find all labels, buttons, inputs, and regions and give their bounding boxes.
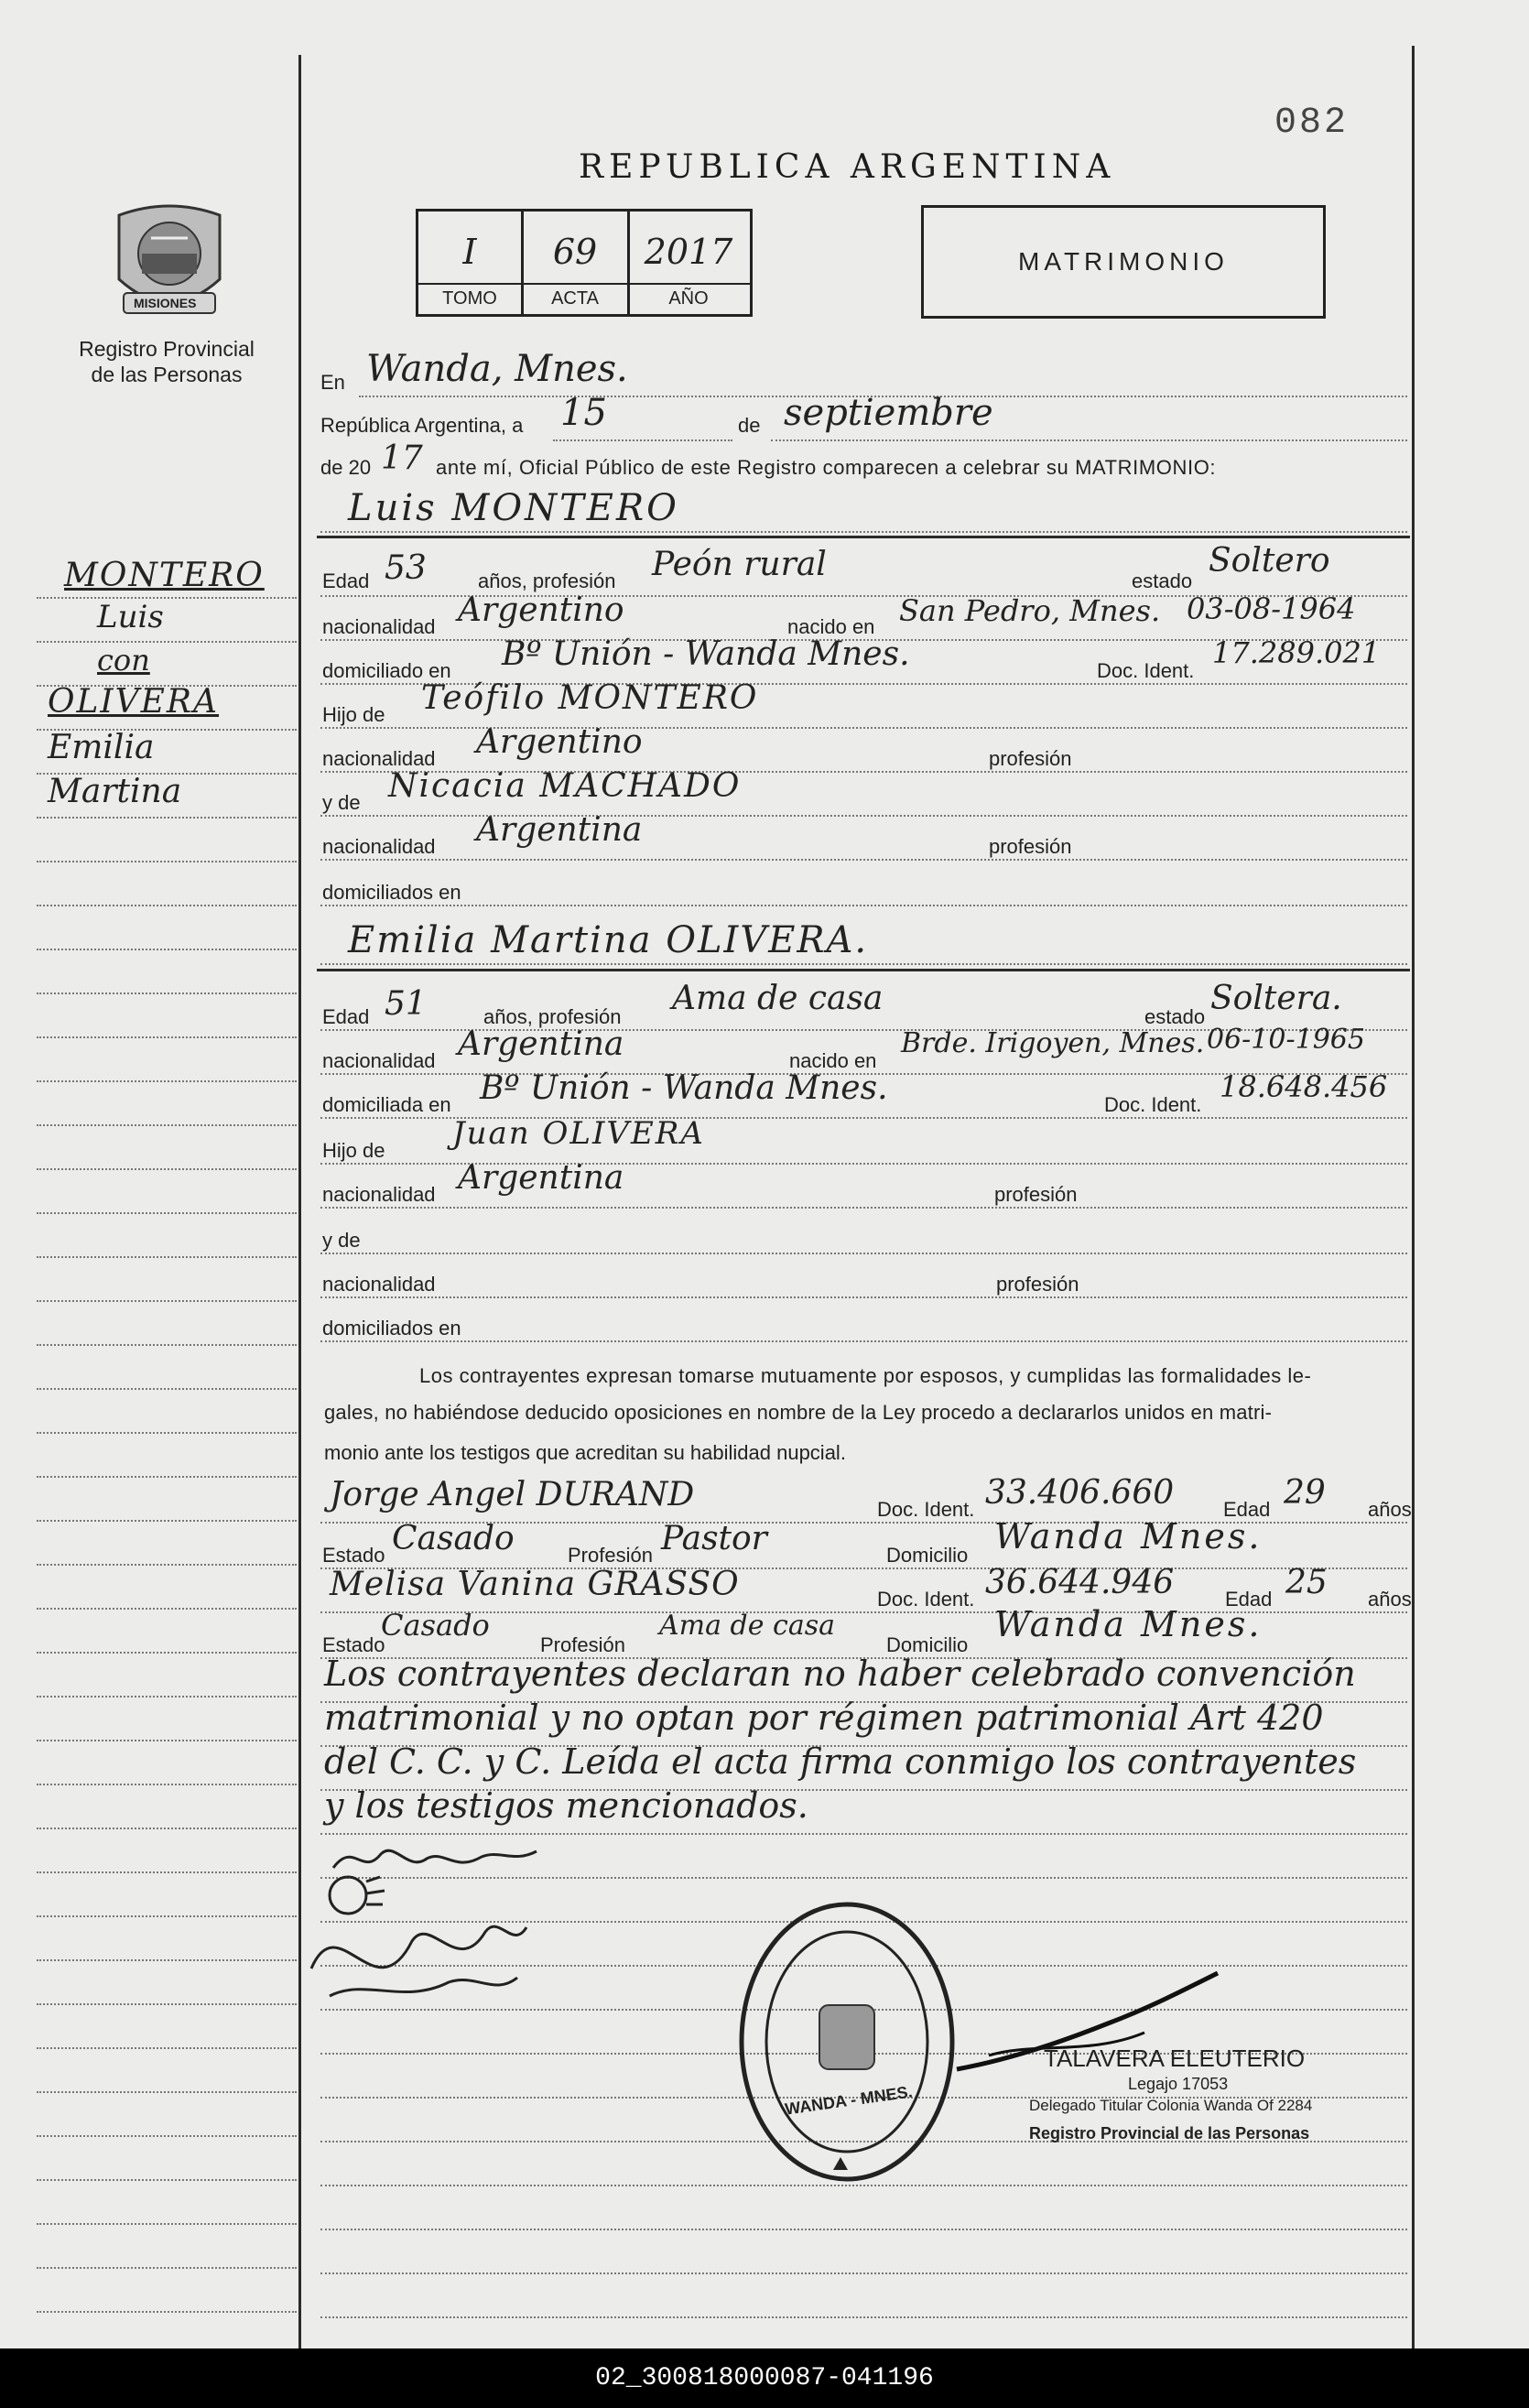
bride-doc-label: Doc. Ident. [1104, 1093, 1202, 1116]
witness1-name: Jorge Angel DURAND [330, 1476, 695, 1513]
witness2-estado-label: Estado [322, 1633, 385, 1656]
seal-bottom-text: WANDA - MNES. [784, 2082, 914, 2119]
bride-yde-label: y de [322, 1229, 361, 1252]
anio-label: AÑO [668, 288, 709, 309]
crest-caption: MISIONES [134, 296, 197, 310]
en-label: En [320, 371, 345, 394]
notes-line2: matrimonial y no optan por régimen patrimonial Art 420 [324, 1698, 1324, 1738]
groom-estado: Soltero [1209, 542, 1330, 580]
bride-domiciliados-label: domiciliados en [322, 1317, 461, 1340]
de-label: de [738, 414, 761, 437]
bride-nac-label: nacionalidad [322, 1049, 436, 1072]
witness1-dom-label: Domicilio [886, 1544, 969, 1567]
groom-domicilio: Bº Unión - Wanda Mnes. [502, 635, 910, 673]
right-page-border [1412, 46, 1415, 2348]
groom-prof-label: años, profesión [478, 569, 616, 592]
bride-madre-nac-label: nacionalidad [322, 1273, 436, 1296]
bride-nacido: Brde. Irigoyen, Mnes. [901, 1027, 1205, 1059]
groom-name: Luis MONTERO [348, 487, 679, 529]
witness1-edad-label: Edad [1223, 1498, 1271, 1521]
groom-nacido-label: nacido en [787, 615, 875, 638]
witness1-estado: Casado [392, 1520, 515, 1557]
witness2-anos-label: años [1368, 1588, 1412, 1611]
bride-estado: Soltera. [1210, 980, 1342, 1017]
groom-hijo-label: Hijo de [322, 703, 385, 726]
notes-line1: Los contrayentes declaran no haber celebrado convención [324, 1654, 1356, 1694]
declaration-line3: monio ante los testigos que acreditan su habilidad nupcial. [324, 1441, 846, 1464]
office-name-line1: Registro Provincial [79, 337, 255, 361]
anio-value: 2017 [644, 232, 733, 272]
groom-edad: 53 [385, 549, 427, 587]
margin-line-1: MONTERO [64, 557, 265, 594]
acta-label: ACTA [551, 288, 599, 309]
registry-seal-icon [732, 1895, 961, 2188]
groom-padre-nac: Argentino [476, 723, 643, 761]
groom-profesion: Peón rural [652, 546, 827, 583]
bride-padre-nac-label: nacionalidad [322, 1183, 436, 1206]
groom-fecha-nac: 03-08-1964 [1187, 591, 1356, 626]
record-type-box: MATRIMONIO [921, 205, 1326, 319]
groom-nacido: San Pedro, Mnes. [899, 593, 1161, 628]
groom-doc-label: Doc. Ident. [1097, 659, 1195, 682]
witness1-profesion: Pastor [661, 1520, 767, 1557]
witness1-doc: 33.406.660 [985, 1474, 1175, 1512]
witness1-edad: 29 [1284, 1474, 1326, 1512]
bride-nacido-label: nacido en [789, 1049, 877, 1072]
witness1-doc-label: Doc. Ident. [877, 1498, 975, 1521]
margin-line-5: Emilia [48, 729, 155, 766]
sheet-number: 082 [1274, 103, 1350, 144]
witness2-doc: 36.644.946 [985, 1564, 1175, 1601]
day-value: 15 [560, 392, 607, 434]
bride-madre-prof-label: profesión [996, 1273, 1079, 1296]
groom-padre-prof-label: profesión [989, 747, 1072, 770]
bride-domicilio: Bº Unión - Wanda Mnes. [480, 1069, 888, 1107]
witness2-name: Melisa Vanina GRASSO [330, 1566, 740, 1603]
republica-label: República Argentina, a [320, 414, 524, 437]
bride-nacionalidad: Argentina [458, 1025, 624, 1063]
officer-name: TALAVERA ELEUTERIO [1044, 2045, 1306, 2072]
groom-doc: 17.289.021 [1212, 635, 1381, 670]
notes-line4: y los testigos mencionados. [324, 1785, 808, 1826]
officer-legajo: Legajo 17053 [1128, 2075, 1229, 2093]
groom-nac-label: nacionalidad [322, 615, 436, 638]
margin-line-4: OLIVERA [48, 683, 220, 721]
witness2-doc-label: Doc. Ident. [877, 1588, 975, 1611]
margin-line-3: con [97, 643, 150, 678]
bride-padre-nac: Argentina [458, 1159, 624, 1197]
groom-yde-label: y de [322, 791, 361, 814]
witness2-domicilio: Wanda Mnes. [994, 1604, 1263, 1644]
witness1-estado-label: Estado [322, 1544, 385, 1567]
country-title: REPUBLICA ARGENTINA [579, 148, 1116, 186]
groom-dom-label: domiciliado en [322, 659, 451, 682]
place-value: Wanda, Mnes. [366, 348, 628, 390]
tomo-label: TOMO [442, 288, 497, 309]
groom-domiciliados-label: domiciliados en [322, 881, 461, 904]
bride-edad: 51 [385, 985, 427, 1023]
witness2-profesion: Ama de casa [659, 1610, 835, 1642]
year-prefix: de 20 [320, 456, 372, 479]
groom-section-divider [317, 536, 1410, 538]
groom-padre-nac-label: nacionalidad [322, 747, 436, 770]
scan-file-id: 02_300818000087-041196 [0, 2348, 1529, 2408]
groom-madre: Nicacia MACHADO [388, 767, 742, 805]
bride-estado-label: estado [1144, 1005, 1206, 1028]
witness1-anos-label: años [1368, 1498, 1412, 1521]
registry-box [416, 209, 753, 317]
bride-padre: Juan OLIVERA [452, 1115, 705, 1152]
bride-name: Emilia Martina OLIVERA. [348, 919, 869, 961]
witness2-edad: 25 [1285, 1564, 1328, 1601]
witness2-estado: Casado [381, 1608, 490, 1643]
declaration-line1: Los contrayentes expresan tomarse mutuamente por esposos, y cumplidas las formalidades le- [419, 1364, 1312, 1387]
bride-prof-label: años, profesión [483, 1005, 622, 1028]
margin-line-2: Luis [97, 599, 164, 635]
witness1-domicilio: Wanda Mnes. [994, 1516, 1263, 1557]
bride-hijo-label: Hijo de [322, 1139, 385, 1162]
margin-line-6: Martina [48, 773, 182, 810]
groom-madre-nac: Argentina [476, 811, 643, 849]
left-column-border [298, 55, 301, 2348]
bride-doc: 18.648.456 [1220, 1069, 1388, 1104]
office-name-line2: de las Personas [91, 363, 243, 386]
bride-padre-prof-label: profesión [994, 1183, 1078, 1206]
intro-sentence: ante mí, Oficial Público de este Registro comparecen a celebrar su MATRIMONIO: [436, 456, 1217, 479]
witness2-edad-label: Edad [1225, 1588, 1273, 1611]
officer-office: Registro Provincial de las Personas [1029, 2124, 1310, 2142]
witness1-prof-label: Profesión [568, 1544, 653, 1567]
officer-role: Delegado Titular Colonia Wanda Of 2284 [1029, 2097, 1313, 2114]
year-suffix: 17 [381, 439, 423, 477]
witness2-dom-label: Domicilio [886, 1633, 969, 1656]
notes-line3: del C. C. y C. Leída el acta firma conmigo los contrayentes [324, 1741, 1357, 1782]
bride-edad-label: Edad [322, 1005, 370, 1028]
witness-signatures [302, 1868, 540, 2033]
bride-dom-label: domiciliada en [322, 1093, 451, 1116]
groom-madre-nac-label: nacionalidad [322, 835, 436, 858]
groom-edad-label: Edad [322, 569, 370, 592]
witness2-prof-label: Profesión [540, 1633, 625, 1656]
declaration-line2: gales, no habiéndose deducido oposiciones en nombre de la Ley procedo a declararlos unidos en matri- [324, 1401, 1273, 1424]
bride-fecha-nac: 06-10-1965 [1207, 1024, 1365, 1056]
bride-section-divider [317, 969, 1410, 971]
bride-profesion: Ama de casa [672, 980, 884, 1017]
tomo-value: I [462, 232, 477, 272]
groom-estado-label: estado [1132, 569, 1193, 592]
groom-padre: Teófilo MONTERO [421, 679, 759, 717]
month-value: septiembre [784, 392, 993, 434]
groom-madre-prof-label: profesión [989, 835, 1072, 858]
groom-nacionalidad: Argentino [458, 591, 624, 629]
acta-value: 69 [552, 232, 598, 272]
